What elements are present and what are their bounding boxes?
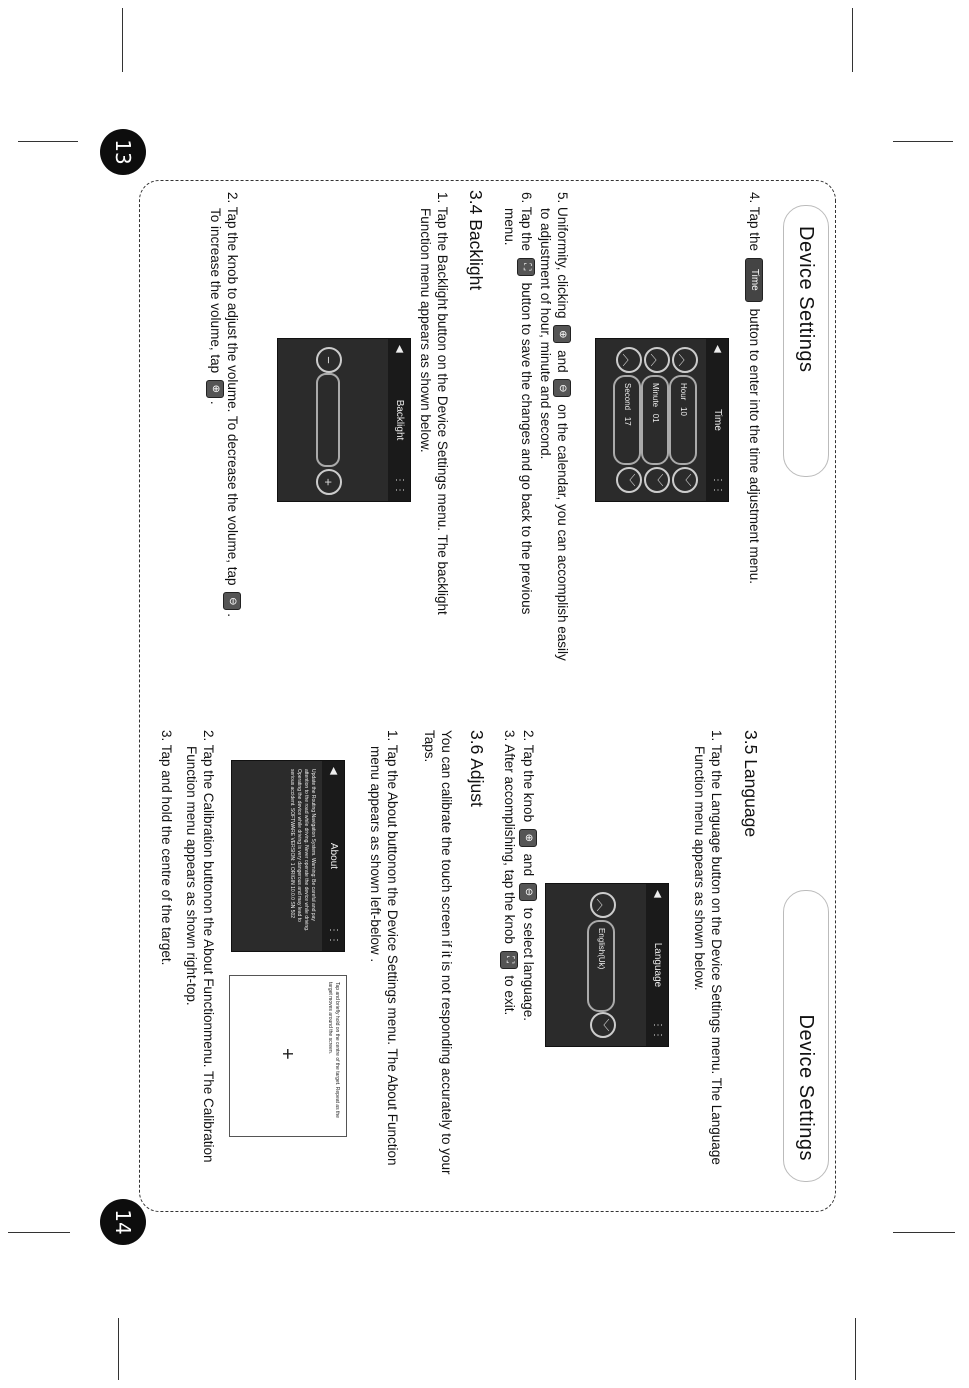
second-field: Second 17 xyxy=(613,375,641,465)
section-adjust-heading: 3.6 Adjust xyxy=(467,730,487,807)
adjust-step-3: 3. Tap and hold the centre of the target. xyxy=(159,730,174,966)
backlight-slider-track xyxy=(316,373,340,467)
save-button-icon: ⛶ xyxy=(517,258,535,276)
backlight-step-2-line2: To increase the volume, tap ⊕. xyxy=(206,208,224,405)
menu-icon: ⋮⋮ xyxy=(394,475,405,495)
adjust-step-1: 1. Tap the About buttonon the Device Settings menu. The About Function xyxy=(385,730,400,1166)
minus-button-icon: ⊖ xyxy=(223,592,241,610)
increase-icon: + xyxy=(316,469,342,495)
about-screen xyxy=(231,760,345,952)
language-step-3: 3. After accomplishing, tap the knob ⛶ to exit. xyxy=(500,730,518,1015)
section-backlight-heading: 3.4 Backlight xyxy=(466,190,486,291)
up-button-icon: ⊕ xyxy=(553,325,571,343)
section-language-heading: 3.5 Language xyxy=(741,730,761,838)
screen-title-bar: ◀ Backlight ⋮⋮ xyxy=(388,339,410,501)
header-title: Device Settings xyxy=(795,226,818,373)
down-button-icon: ⊖ xyxy=(519,883,537,901)
language-step-1: 1. Tap the Language button on the Device Settings menu. The Language xyxy=(709,730,724,1165)
backlight-step-1-line2: Function menu appears as shown below. xyxy=(418,208,433,453)
screen-title-bar: ◀ Time ⋮⋮ xyxy=(706,339,728,501)
up-arrow-icon: ︿ xyxy=(672,347,698,373)
decrease-icon: − xyxy=(316,347,342,373)
backlight-step-1: 1. Tap the Backlight button on the Device Settings menu. The backlight xyxy=(435,192,450,615)
step-5-line2: to adjustment of hour, minute and second. xyxy=(538,208,553,460)
header-tab-right xyxy=(783,890,829,1182)
time-button-icon: Time xyxy=(745,258,763,302)
menu-icon: ⋮⋮ xyxy=(328,925,339,945)
back-icon: ◀ xyxy=(712,345,723,353)
screen-title-bar: ◀ Language ⋮⋮ xyxy=(646,884,668,1046)
about-text: Update the Routing Navigation System. Warning: Be careful and pay attention to the road while driving. Never operate the device while driving. Operating the device while driving is very dangerous and may lead to serious accident. SOFTWARE VERSION: 1 ORIGIN 10.0.0 SN 502 xyxy=(289,769,316,932)
backlight-step-2: 2. Tap the knob to adjust the volume. To decrease the volume, tap ⊖. xyxy=(223,192,241,617)
down-button-icon: ⊖ xyxy=(553,379,571,397)
language-step-2: 2. Tap the knob ⊕ and ⊖ to select language. xyxy=(519,730,537,1021)
language-step-1-line2: Function menu appears as shown below. xyxy=(692,746,707,991)
language-field: English(Uk) xyxy=(587,920,615,1012)
back-icon: ◀ xyxy=(652,890,663,898)
menu-icon: ⋮⋮ xyxy=(712,475,723,495)
time-screen xyxy=(595,338,729,502)
exit-button-icon: ⛶ xyxy=(500,951,518,969)
page-number-left: 13 xyxy=(100,129,146,175)
backlight-screen xyxy=(277,338,411,502)
step-4: 4. Tap the Time button to enter into the time adjustment menu. xyxy=(745,192,763,584)
calibration-text: Tap and briefly hold on the centre of the target. Repeat as the target moves around the screen. xyxy=(327,982,340,1118)
up-arrow-icon: ︿ xyxy=(590,892,616,918)
up-arrow-icon: ︿ xyxy=(644,347,670,373)
hour-field: Hour 10 xyxy=(669,375,697,465)
minute-field: Minute 01 xyxy=(641,375,669,465)
up-button-icon: ⊕ xyxy=(519,829,537,847)
adjust-step-2: 2. Tap the Calibration buttonon the About Functionmenu. The Calibration xyxy=(201,730,216,1163)
back-icon: ◀ xyxy=(394,345,405,353)
adjust-step-1-line2: menu appears as shown left-below . xyxy=(368,746,383,963)
step-6: 6. Tap the ⛶ button to save the changes and go back to the previous xyxy=(517,192,535,614)
adjust-step-2-line2: Function menu appears as shown right-top. xyxy=(184,746,199,1006)
adjust-intro: You can calibrate the touch screen if it is not responding accurately to your xyxy=(439,730,454,1175)
adjust-intro-line2: Taps. xyxy=(422,730,437,763)
header-tab-left xyxy=(783,205,829,477)
calibration-screen xyxy=(229,975,347,1137)
down-arrow-icon: ﹀ xyxy=(590,1012,616,1038)
up-arrow-icon: ︿ xyxy=(616,347,642,373)
header-title: Device Settings xyxy=(795,1014,818,1161)
page-number-right: 14 xyxy=(100,1199,146,1245)
down-arrow-icon: ﹀ xyxy=(672,467,698,493)
down-arrow-icon: ﹀ xyxy=(616,467,642,493)
target-cross-icon: + xyxy=(276,1048,298,1060)
plus-button-icon: ⊕ xyxy=(206,380,224,398)
back-icon: ◀ xyxy=(328,767,339,775)
down-arrow-icon: ﹀ xyxy=(644,467,670,493)
menu-icon: ⋮⋮ xyxy=(652,1020,663,1040)
step-5: 5. Uniformity, clicking ⊕ and ⊖ on the calendar, you can accomplish easily xyxy=(553,192,571,661)
language-screen xyxy=(545,883,669,1047)
screen-title-bar: ◀ About ⋮⋮ xyxy=(322,761,344,951)
step-6-line2: menu. xyxy=(502,208,517,246)
